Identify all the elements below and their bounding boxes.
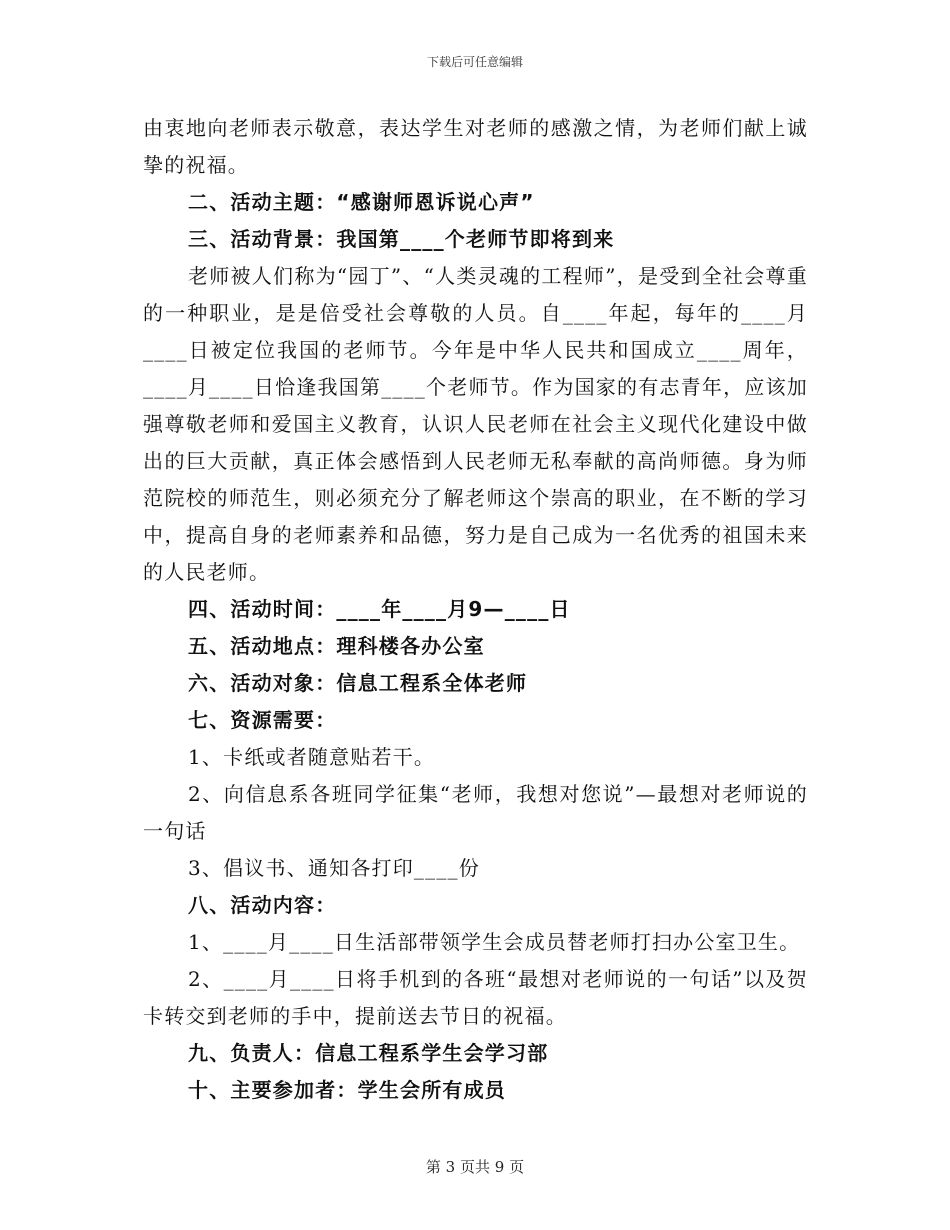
- heading-content: 八、活动内容：: [188, 893, 337, 917]
- heading-audience: 六、活动对象：信息工程系全体老师: [188, 671, 528, 695]
- heading-participants: 十、主要参加者：学生会所有成员: [188, 1078, 506, 1102]
- resource-item-1: 1、卡纸或者随意贴若干。: [188, 745, 436, 769]
- resource-item-3: 3、倡议书、通知各打印____份: [188, 856, 480, 880]
- resource-item-2: 2、向信息系各班同学征集“老师，我想对您说”—最想对老师说的一句话: [143, 782, 808, 843]
- paragraph-background: 老师被人们称为“园丁”、“人类灵魂的工程师”，是受到全社会尊重的一种职业，是是倍受社会尊敬的人员。自____年起，每年的____月____日被定位我国的老师节。今年是中华人民共和国成立____周年，____月____日恰逢我国第____个老师节。作为国家的有志青年，应该加强尊敬老师和爱国主义教育，认识人民老师在社会主义现代化建设中做出的巨大贡献，真正体会感悟到人民老师无私奉献的高尚师德。身为师范院校的师范生，则必须充分了解老师这个崇高的职业，在不断的学习中，提高自身的老师素养和品德，努力是自己成为一名优秀的祖国未来的人民老师。: [143, 264, 808, 584]
- heading-theme: 二、活动主题：“感谢师恩诉说心声”: [188, 190, 535, 214]
- document-body: [143, 110, 808, 1109]
- paragraph-intro: 由衷地向老师表示敬意，表达学生对老师的感激之情，为老师们献上诚挚的祝福。: [143, 116, 808, 177]
- content-item-1: 1、____月____日生活部带领学生会成员替老师打扫办公室卫生。: [188, 930, 801, 954]
- heading-background: 三、活动背景：我国第____个老师节即将到来: [188, 227, 615, 251]
- heading-resources: 七、资源需要：: [188, 708, 337, 732]
- heading-responsible: 九、负责人：信息工程系学生会学习部: [188, 1041, 549, 1065]
- content-item-2: 2、____月____日将手机到的各班“最想对老师说的一句话”以及贺卡转交到老师的手中，提前送去节日的祝福。: [143, 967, 808, 1028]
- heading-time: 四、活动时间：____年____月9—____日: [188, 597, 571, 621]
- page-header: 下载后可任意编辑: [426, 55, 523, 69]
- page-footer: 第 3 页共 9 页: [425, 1158, 525, 1176]
- heading-location: 五、活动地点：理科楼各办公室: [188, 634, 485, 658]
